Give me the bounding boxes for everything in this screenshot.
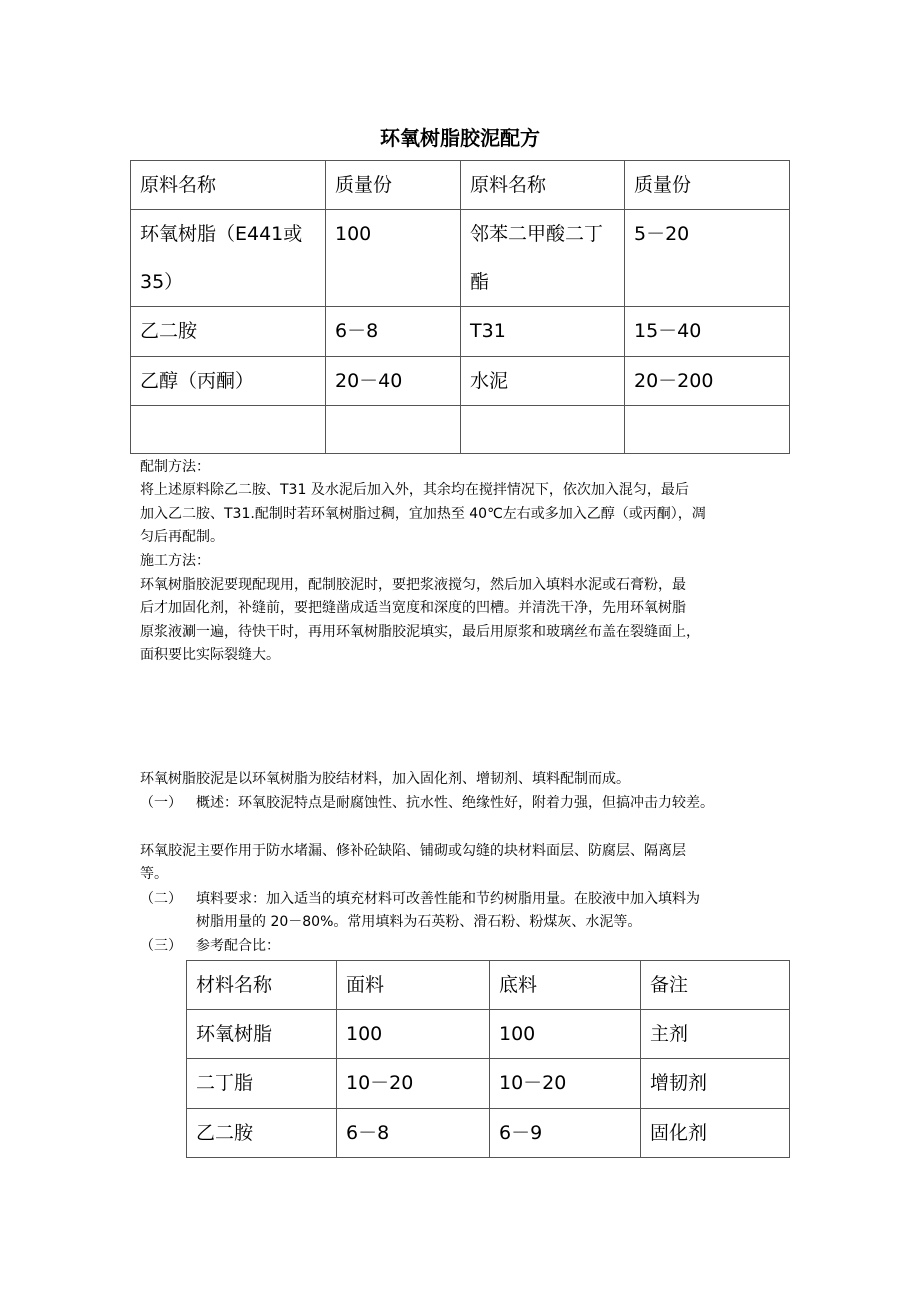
table-cell <box>625 406 790 454</box>
table-row <box>131 307 790 357</box>
usage-line: 等。 <box>140 866 168 882</box>
cell-text: 水泥 <box>470 370 509 392</box>
table-cell <box>337 1059 490 1109</box>
item1-number: （一） <box>140 795 182 811</box>
cell-text: 环氧树脂（E441或35） <box>140 223 303 293</box>
prep-line: 将上述原料除乙二胺、T31 及水泥后加入外，其余均在搅拌情况下，依次加入混匀，最后 <box>140 482 689 498</box>
table-cell <box>187 961 337 1010</box>
table-cell <box>461 406 625 454</box>
table-cell <box>641 1010 790 1059</box>
cell-text: 6－8 <box>335 320 379 342</box>
table-cell <box>625 357 790 406</box>
cell-text: 原料名称 <box>470 174 547 196</box>
cell-text: 100 <box>335 223 372 245</box>
table-row <box>131 406 790 454</box>
item2-line: 填料要求：加入适当的填充材料可改善性能和节约树脂用量。在胶液中加入填料为 <box>196 891 700 907</box>
table-cell <box>641 1109 790 1158</box>
table-cell <box>187 1059 337 1109</box>
table-row <box>131 210 790 307</box>
cell-text: 100 <box>346 1023 383 1045</box>
table-cell <box>326 406 461 454</box>
cell-text: 6－9 <box>499 1122 543 1144</box>
table-cell <box>326 210 461 307</box>
cell-text: 面料 <box>346 974 385 996</box>
table-cell <box>490 1059 641 1109</box>
table-cell <box>490 1109 641 1158</box>
apply-line: 环氧树脂胶泥要现配现用，配制胶泥时，要把浆液搅匀，然后加入填料水泥或石膏粉，最 <box>140 577 686 593</box>
table-cell <box>131 307 326 357</box>
table-row <box>131 161 790 210</box>
table-cell <box>326 307 461 357</box>
cell-text: 10－20 <box>499 1072 567 1094</box>
prep-line: 加入乙二胺、T31.配制时若环氧树脂过稠，宜加热至 40℃左右或多加入乙醇（或丙酮），凋 <box>140 506 706 522</box>
cell-text: 100 <box>499 1023 536 1045</box>
cell-text: T31 <box>470 320 506 342</box>
table-cell <box>326 357 461 406</box>
table-cell <box>641 1059 790 1109</box>
cell-text: 10－20 <box>346 1072 414 1094</box>
table-cell <box>625 307 790 357</box>
item2-number: （二） <box>140 891 182 907</box>
cell-text: 乙二胺 <box>196 1122 254 1144</box>
table-cell <box>337 961 490 1010</box>
table-cell <box>326 161 461 210</box>
table-cell <box>337 1109 490 1158</box>
prep-heading: 配制方法： <box>140 459 210 475</box>
table-cell <box>625 210 790 307</box>
item2-line: 树脂用量的 20－80%。常用填料为石英粉、滑石粉、粉煤灰、水泥等。 <box>196 914 642 930</box>
table-cell <box>625 161 790 210</box>
item1-text: 概述：环氧胶泥特点是耐腐蚀性、抗水性、绝缘性好，附着力强，但搞冲击力较差。 <box>196 795 714 811</box>
cell-text: 5－20 <box>634 223 690 245</box>
item3-number: （三） <box>140 938 182 954</box>
apply-line: 后才加固化剂，补缝前，要把缝凿成适当宽度和深度的凹槽。并清洗干净，先用环氧树脂 <box>140 600 686 616</box>
table-row <box>187 1059 790 1109</box>
cell-text: 乙醇（丙酮） <box>140 370 255 392</box>
cell-text: 质量份 <box>634 174 692 196</box>
table-cell <box>461 357 625 406</box>
document-title: 环氧树脂胶泥配方 <box>380 126 540 150</box>
cell-text: 增韧剂 <box>650 1072 708 1094</box>
apply-line: 原浆液涮一遍，待快干时，再用环氧树脂胶泥填实，最后用原浆和玻璃丝布盖在裂缝面上， <box>140 624 700 640</box>
cell-text: 15－40 <box>634 320 702 342</box>
mix-ratio-table <box>186 960 790 1158</box>
cell-text: 环氧树脂 <box>196 1023 273 1045</box>
apply-heading: 施工方法： <box>140 553 210 569</box>
cell-text: 邻苯二甲酸二丁酯 <box>470 223 604 293</box>
cell-text: 乙二胺 <box>140 320 198 342</box>
table-cell <box>490 1010 641 1059</box>
table-cell <box>461 161 625 210</box>
table-row <box>187 961 790 1010</box>
table-cell <box>131 406 326 454</box>
item3-text: 参考配合比： <box>196 938 280 954</box>
cell-text: 20－40 <box>335 370 403 392</box>
apply-line: 面积要比实际裂缝大。 <box>140 647 280 663</box>
cell-text: 6－8 <box>346 1122 390 1144</box>
table-cell <box>461 307 625 357</box>
table-row <box>187 1010 790 1059</box>
table-row <box>187 1109 790 1158</box>
cell-text: 原料名称 <box>140 174 217 196</box>
formula-table <box>130 160 790 454</box>
cell-text: 底料 <box>499 974 538 996</box>
table-cell <box>131 357 326 406</box>
cell-text: 主剂 <box>650 1023 689 1045</box>
table-cell <box>641 961 790 1010</box>
cell-text: 20－200 <box>634 370 714 392</box>
cell-text: 二丁脂 <box>196 1072 254 1094</box>
table-cell <box>187 1109 337 1158</box>
prep-line: 匀后再配制。 <box>140 529 224 545</box>
table-cell <box>131 161 326 210</box>
table-row <box>131 357 790 406</box>
intro-text: 环氧树脂胶泥是以环氧树脂为胶结材料，加入固化剂、增韧剂、填料配制而成。 <box>140 771 630 787</box>
table-cell <box>461 210 625 307</box>
usage-line: 环氧胶泥主要作用于防水堵漏、修补砼缺陷、铺砌或勾缝的块材料面层、防腐层、隔离层 <box>140 843 686 859</box>
cell-text: 材料名称 <box>196 974 273 996</box>
cell-text: 备注 <box>650 974 689 996</box>
cell-text: 固化剂 <box>650 1122 708 1144</box>
table-cell <box>131 210 326 307</box>
table-cell <box>490 961 641 1010</box>
cell-text: 质量份 <box>335 174 393 196</box>
table-cell <box>337 1010 490 1059</box>
table-cell <box>187 1010 337 1059</box>
